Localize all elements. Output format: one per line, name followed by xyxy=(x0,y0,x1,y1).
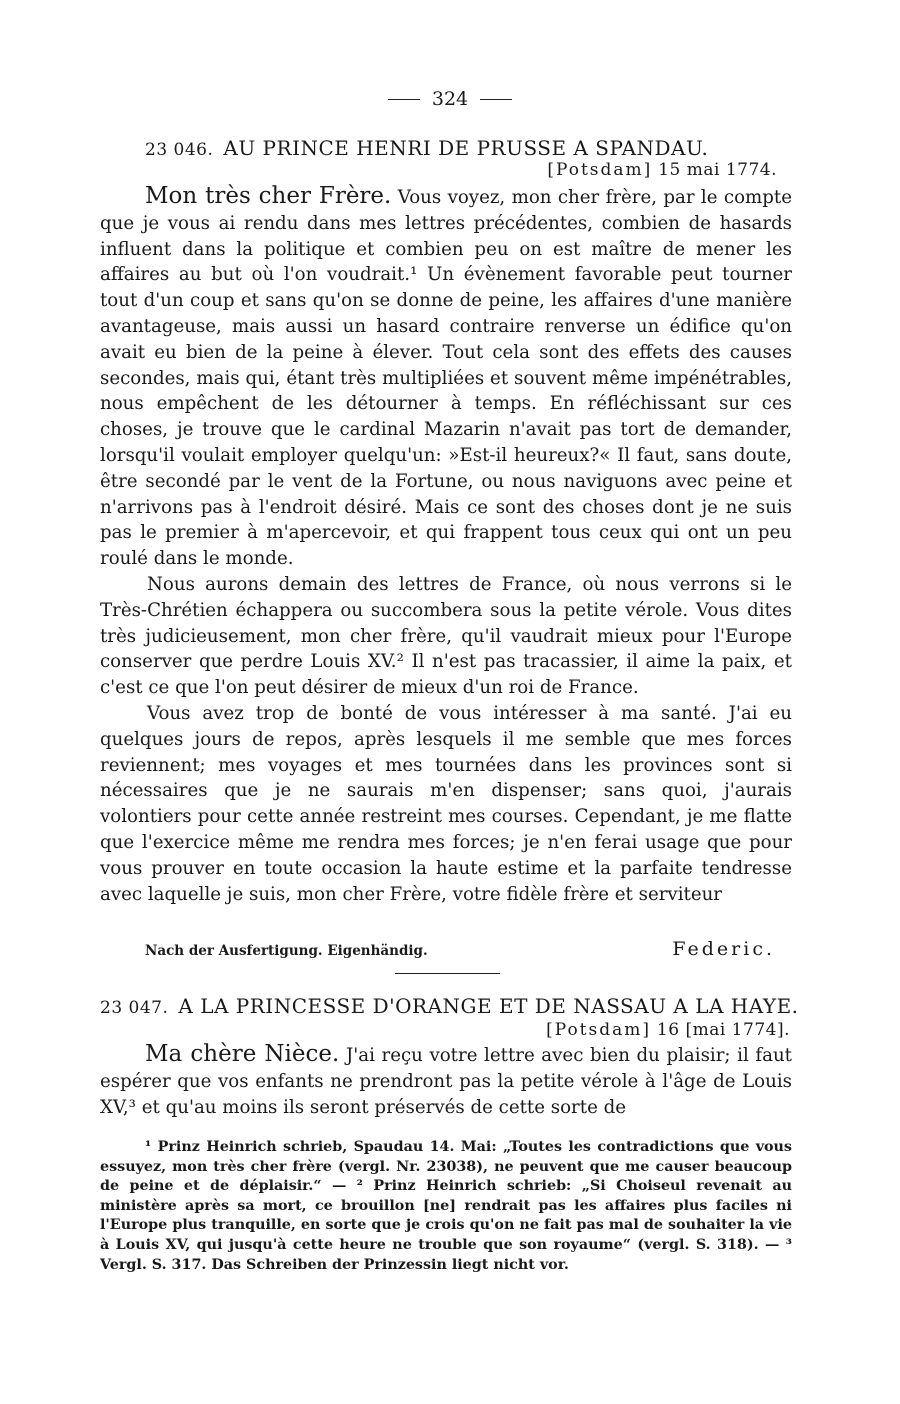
body-paragraph xyxy=(100,1042,792,1120)
closing-line xyxy=(145,938,775,960)
letter-date: 15 mai 1774. xyxy=(658,160,777,180)
letter-title: A LA PRINCESSE D'ORANGE ET DE NASSAU A LA HAYE. xyxy=(178,994,799,1018)
letter-number: 23 046. xyxy=(145,140,214,160)
letter-place-date xyxy=(547,160,777,180)
paragraph-text: Vous voyez, mon cher frère, par le compte que je vous ai rendu dans mes lettres précédentes, combien de hasards influent dans la politique et combien peu on est maître de mener les affaires au but où l'on voudrait.¹ Un évènement favorable peut tourner tout d'un coup et sans qu'on se donne de peine, les affaires d'une manière avantageuse, mais aussi un hasard contraire renverse un édifice qu'on avait eu bien de la peine à élever. Tout cela sont des effets des causes secondes, mais qui, étant très multipliées et souvent même impénétrables, nous empêchent de les détourner à temps. En réfléchissant sur ces choses, je trouve que le cardinal Mazarin n'avait pas tort de demander, lorsqu'il voulait employer quelqu'un: »Est-il heureux?« Il faut, sans doute, être secondé par le vent de la Fortune, ou nous naviguons avec peine et n'arrivons pas à l'endroit désiré. Mais ce sont des choses dont je ne suis pas le premier à m'apercevoir, et qui frappent tous ceux qui ont un peu roulé dans le monde. xyxy=(100,187,792,570)
header-rule-right xyxy=(480,99,512,100)
salutation: Ma chère Nièce. xyxy=(145,1041,340,1067)
body-paragraph: Nous aurons demain des lettres de France, où nous verrons si le Très-Chrétien échappera ou succombera sous la petite vérole. Vous dites très judicieusement, mon cher frère, qu'il vaudrait mieux pour l'Europe conserver que perdre Louis XV.² Il n'est pas tracassier, il aime la paix, et c'est ce que l'on peut désirer de mieux d'un roi de France. xyxy=(100,573,792,699)
page-header xyxy=(0,88,900,110)
signature: Federic. xyxy=(672,938,775,960)
letter-title: AU PRINCE HENRI DE PRUSSE A SPANDAU. xyxy=(223,136,709,160)
footnotes xyxy=(100,1138,792,1275)
letter-body xyxy=(100,1042,792,1120)
paragraph-text: J'ai reçu votre lettre avec bien du plaisir; il faut espérer que vos enfants ne prendront pas la petite vérole à l'âge de Louis XV,³ et qu'au moins ils seront préservés de cette sorte de xyxy=(100,1045,792,1118)
body-paragraph xyxy=(100,184,792,572)
letter-heading xyxy=(100,994,799,1018)
body-paragraph: Vous avez trop de bonté de vous intéresser à ma santé. J'ai eu quelques jours de repos, après lesquels il me semble que mes forces reviennent; mes voyages et mes tournées dans les provinces sont si nécessaires que je ne saurais m'en dispenser; sans quoi, j'aurais volontiers pour cette année restreint mes courses. Cependant, je me flatte que l'exercice même me rendra mes forces; je n'en ferai usage que pour vous prouver en toute occasion la haute estime et la parfaite tendresse avec laquelle je suis, mon cher Frère, votre fidèle frère et serviteur xyxy=(100,702,792,905)
letter-body xyxy=(100,184,792,907)
footnote-text: ¹ Prinz Heinrich schrieb, Spaudau 14. Mai: „Toutes les contradictions que vous essuyez, mon très cher frère (vergl. Nr. 23038), ne peuvent que me causer beaucoup de peine et de déplaisir.“ — ² Prinz Heinrich schrieb: „Si Choiseul revenait au ministère après sa mort, ce brouillon [ne] rendrait pas les affaires plus faciles ni l'Europe plus tranquille, en sorte que je crois qu'on ne fait pas mal de souhaiter la vie à Louis XV, qui jusqu'à cette heure ne trouble que son royaume“ (vergl. S. 318). — ³ Vergl. S. 317. Das Schreiben der Prinzessin liegt nicht vor. xyxy=(100,1139,792,1273)
page-number: 324 xyxy=(431,88,469,110)
source-note: Nach der Ausfertigung. Eigenhändig. xyxy=(145,943,428,959)
letter-heading xyxy=(145,136,708,160)
section-divider xyxy=(395,973,500,974)
salutation: Mon très cher Frère. xyxy=(145,183,392,209)
letter-date: 16 [mai 1774]. xyxy=(656,1020,790,1040)
letter-number: 23 047. xyxy=(100,998,169,1018)
letter-place: [Potsdam] xyxy=(547,160,653,180)
letter-place: [Potsdam] xyxy=(546,1020,652,1040)
letter-place-date xyxy=(546,1020,790,1040)
header-rule-left xyxy=(388,99,420,100)
